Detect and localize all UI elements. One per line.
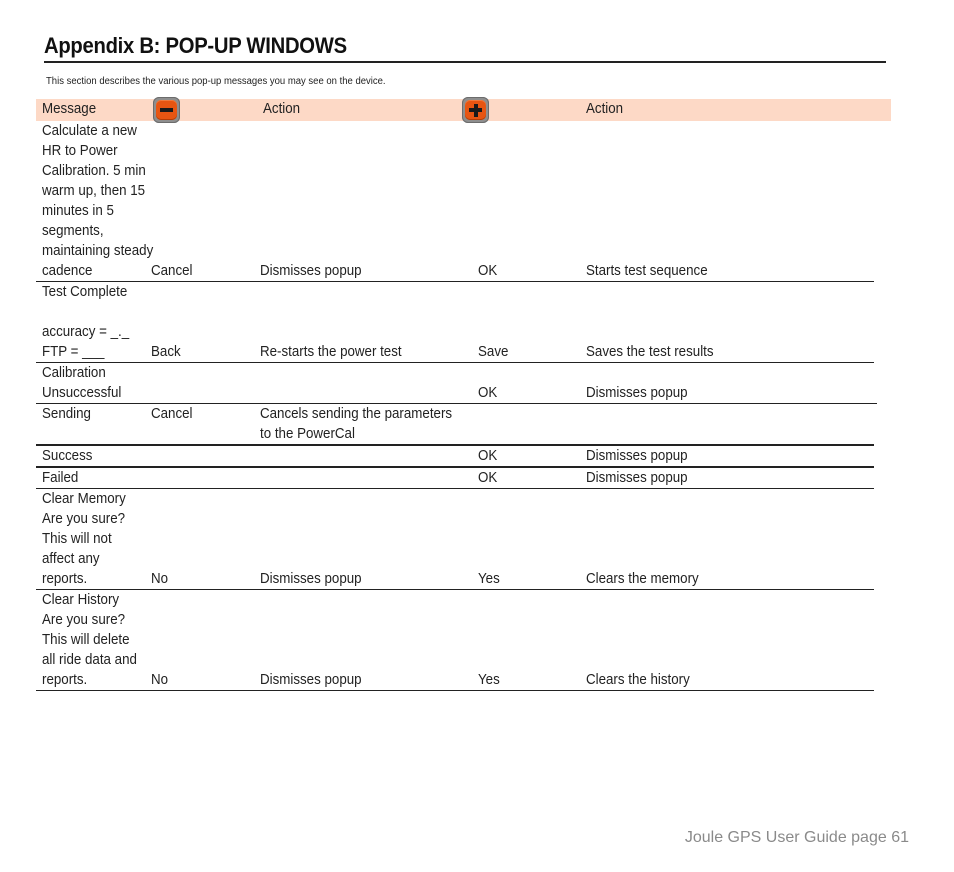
- table-row: [36, 363, 877, 404]
- table-row: [36, 446, 874, 468]
- page-title: Appendix B: POP-UP WINDOWS: [44, 33, 347, 58]
- minus-action-line: Cancels sending the parameters: [260, 406, 453, 422]
- message-cell: [42, 590, 160, 690]
- plus-action-cell: Dismisses popup: [586, 470, 688, 486]
- message-line: Calculate a new: [42, 123, 137, 139]
- table-row: [36, 468, 874, 489]
- minus-action-line: Dismisses popup: [260, 263, 362, 279]
- message-line: maintaining steady: [42, 243, 154, 259]
- message-line: Success: [42, 448, 93, 464]
- message-line: all ride data and: [42, 652, 137, 668]
- message-line: Calibration: [42, 365, 106, 381]
- message-line: [42, 424, 151, 444]
- minus-action-line: Dismisses popup: [260, 571, 362, 587]
- message-line: Are you sure?: [42, 612, 126, 628]
- header-message: Message: [42, 101, 97, 117]
- plus-button-label: Save: [478, 344, 509, 360]
- header-minus-action: Action: [263, 101, 301, 117]
- table-body: [36, 121, 891, 691]
- plus-action-cell: Dismisses popup: [586, 448, 688, 464]
- message-line: Unsuccessful: [42, 385, 122, 401]
- minus-button-label: No: [151, 672, 169, 688]
- plus-button-icon: [462, 97, 489, 123]
- message-line: Test Complete: [42, 284, 128, 300]
- message-line: reports.: [42, 672, 88, 688]
- title-rule: [44, 61, 886, 63]
- message-line: accuracy = _._: [42, 324, 130, 340]
- plus-button-label: OK: [478, 448, 498, 464]
- message-line: Failed: [42, 470, 79, 486]
- table-row: [36, 489, 874, 590]
- plus-action-cell: Clears the history: [586, 672, 690, 688]
- table-row: [36, 121, 874, 282]
- message-line: reports.: [42, 571, 88, 587]
- message-cell: [42, 446, 160, 466]
- minus-button-label: Back: [151, 344, 181, 360]
- minus-button-icon: [153, 97, 180, 123]
- message-line: Clear Memory: [42, 491, 126, 507]
- minus-action-line: Dismisses popup: [260, 672, 362, 688]
- message-line: Are you sure?: [42, 511, 126, 527]
- minus-action-cell: [260, 670, 370, 690]
- message-line: This will not: [42, 531, 112, 547]
- page-footer: Joule GPS User Guide page 61: [684, 829, 909, 846]
- minus-action-cell: [260, 342, 414, 362]
- minus-action-cell: [260, 569, 370, 589]
- message-line: cadence: [42, 263, 93, 279]
- message-cell: [42, 468, 160, 488]
- message-line: FTP = ___: [42, 344, 105, 360]
- message-line: warm up, then 15: [42, 183, 146, 199]
- plus-button-label: OK: [478, 385, 498, 401]
- table-row: [36, 282, 874, 363]
- plus-button-label: OK: [478, 263, 498, 279]
- message-line: affect any: [42, 551, 100, 567]
- message-cell: [42, 363, 160, 403]
- minus-button-label: Cancel: [151, 263, 193, 279]
- plus-action-cell: Dismisses popup: [586, 385, 688, 401]
- minus-button-label: Cancel: [151, 406, 193, 422]
- intro-text: This section describes the various pop-up messages you may see on the device.: [46, 76, 386, 87]
- message-line: minutes in 5: [42, 203, 114, 219]
- table-row: [36, 404, 874, 446]
- minus-action-cell: [260, 261, 370, 281]
- popup-table: [36, 99, 891, 691]
- minus-action-line: to the PowerCal: [260, 426, 355, 442]
- minus-button-label: No: [151, 571, 169, 587]
- plus-button-label: OK: [478, 470, 498, 486]
- plus-button-label: Yes: [478, 672, 500, 688]
- message-cell: [42, 121, 160, 281]
- message-line: segments,: [42, 223, 104, 239]
- message-cell: [42, 404, 160, 444]
- message-line: Sending: [42, 406, 91, 422]
- header-plus-action: Action: [586, 101, 624, 117]
- message-line: [42, 302, 151, 322]
- minus-action-cell: [260, 404, 470, 444]
- plus-button-label: Yes: [478, 571, 500, 587]
- message-cell: [42, 282, 160, 362]
- plus-action-cell: Saves the test results: [586, 344, 714, 360]
- table-row: [36, 590, 874, 691]
- plus-action-cell: Clears the memory: [586, 571, 699, 587]
- message-line: Calibration. 5 min: [42, 163, 146, 179]
- plus-action-cell: Starts test sequence: [586, 263, 708, 279]
- message-line: HR to Power: [42, 143, 118, 159]
- message-cell: [42, 489, 160, 589]
- table-header: [36, 99, 891, 121]
- minus-action-line: Re-starts the power test: [260, 344, 402, 360]
- message-line: This will delete: [42, 632, 130, 648]
- message-line: Clear History: [42, 592, 120, 608]
